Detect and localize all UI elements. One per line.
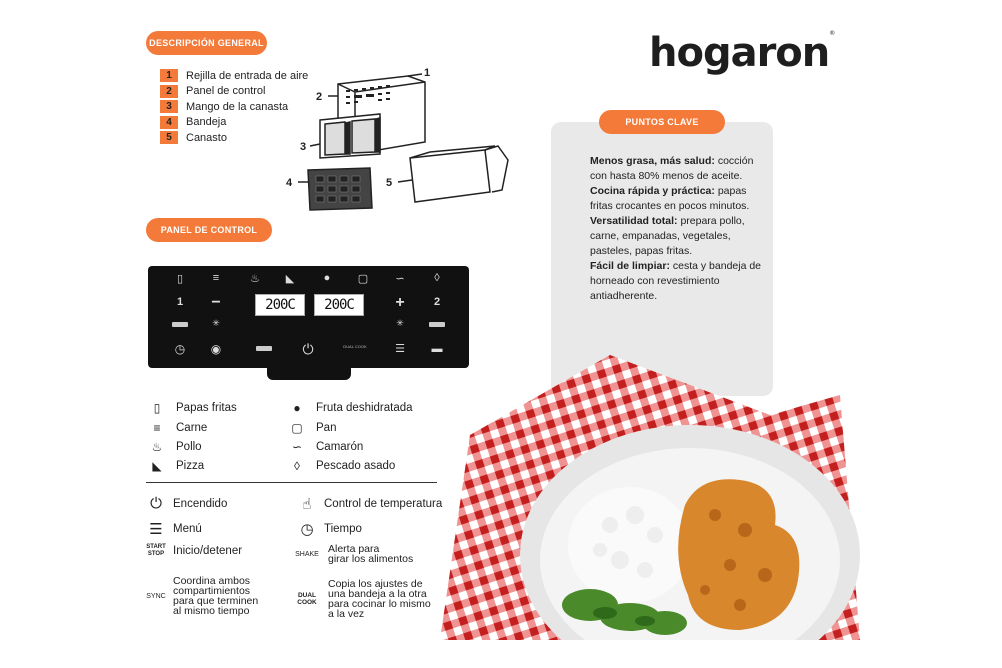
chicken-icon: ♨ (151, 440, 163, 454)
meat-icon[interactable]: ≡ (212, 272, 220, 284)
timer-icon[interactable]: ◷ (174, 342, 186, 356)
shake-left-icon[interactable] (168, 322, 192, 327)
preset-bread: ▢ Pan (288, 421, 336, 435)
minus-button[interactable]: − (211, 294, 221, 311)
bread-icon: ▢ (291, 421, 303, 435)
part-item: 1 Rejilla de entrada de aire (160, 68, 308, 84)
func-time: ◷ Tiempo (296, 520, 362, 538)
sync-icon: SYNC (146, 592, 166, 600)
func-shake: SHAKE Alerta para girar los alimentos (292, 544, 413, 564)
control-panel-section-title: PANEL DE CONTROL (146, 218, 272, 242)
key-points-text (590, 154, 765, 304)
preset-shrimp: ∽ Camarón (288, 440, 363, 454)
fish-icon: ◊ (294, 459, 300, 473)
left-temp-display: 200C (255, 294, 305, 316)
svg-text:2: 2 (316, 91, 323, 103)
func-temp: ☝ Control de temperatura (296, 495, 442, 513)
shake-icon: SHAKE (295, 550, 319, 558)
temp-dial-icon: ☝ (302, 496, 312, 513)
meat-icon: ≡ (153, 421, 161, 435)
preset-fish: ◊ Pescado asado (288, 459, 395, 473)
svg-text:1: 1 (424, 67, 431, 79)
part-item: 4 Bandeja (160, 115, 308, 131)
air-fryer-diagram (280, 62, 525, 222)
menu-icon[interactable]: ☰ (395, 343, 405, 355)
svg-text:4: 4 (286, 177, 293, 189)
light-left-icon[interactable]: ✳ (212, 318, 220, 328)
fish-icon[interactable]: ◊ (434, 272, 440, 284)
food-photo (440, 355, 860, 640)
func-power: ⏻ Encendido (145, 495, 227, 512)
basket-1-button[interactable]: 1 (176, 296, 184, 308)
timer-icon: ◷ (300, 521, 314, 538)
right-temp-display: 200C (314, 294, 364, 316)
basket-2-button[interactable]: 2 (433, 296, 441, 308)
preset-dried-fruit: ● Fruta deshidratada (288, 401, 413, 415)
start-stop-button[interactable] (252, 346, 276, 351)
control-panel-tab (267, 362, 351, 380)
shrimp-icon[interactable]: ∽ (395, 273, 405, 285)
key-points-title: PUNTOS CLAVE (599, 110, 725, 134)
preset-pizza: ◣ Pizza (148, 459, 204, 473)
preset-fries: ▯ Papas fritas (148, 401, 237, 415)
preset-chicken: ♨ Pollo (148, 440, 202, 454)
fries-icon[interactable]: ▯ (176, 273, 184, 285)
func-dual-cook: DUAL COOK Copia los ajustes de una bandeja a la otra para cocinar lo mismo a la vez (292, 579, 431, 619)
temp-dial-icon[interactable]: ◉ (210, 342, 222, 356)
chicken-icon[interactable]: ♨ (250, 273, 260, 285)
preset-meat: ≡ Carne (148, 421, 207, 435)
part-item: 5 Canasto (160, 130, 308, 146)
part-item: 3 Mango de la canasta (160, 99, 308, 115)
light-right-icon[interactable]: ✳ (396, 318, 404, 328)
legend-divider (146, 482, 437, 483)
svg-text:5: 5 (386, 177, 393, 189)
power-icon: ⏻ (150, 495, 162, 512)
key-point: Menos grasa, más salud: cocción con hasta 80% menos de aceite. (590, 155, 754, 182)
dual-cook-icon: DUAL COOK (297, 592, 317, 606)
key-point: Versatilidad total: prepara pollo, carne, empanadas, vegetales, pasteles, papas fritas. (590, 215, 745, 257)
bread-icon[interactable]: ▢ (357, 273, 369, 285)
svg-text:3: 3 (300, 141, 307, 153)
pizza-icon: ◣ (152, 459, 162, 473)
shrimp-icon: ∽ (291, 440, 303, 454)
menu-icon: ☰ (149, 521, 163, 538)
start-stop-icon: START STOP (146, 544, 166, 557)
dried-fruit-icon: ● (293, 401, 301, 415)
plus-button[interactable]: + (395, 294, 405, 311)
pizza-icon[interactable]: ◣ (285, 273, 295, 285)
dual-cook-button[interactable]: DUAL COOK (343, 344, 367, 349)
brand-logo: hogaron® (649, 30, 835, 76)
shake-right-icon[interactable] (425, 322, 449, 327)
func-start-stop: START STOP Inicio/detener (146, 544, 243, 557)
func-sync: SYNC Coordina ambos compartimientos para que terminen al mismo tiempo (146, 575, 259, 617)
power-button[interactable]: ⏻ (302, 341, 314, 357)
fries-icon: ▯ (153, 401, 161, 415)
overview-section-title: DESCRIPCIÓN GENERAL (146, 31, 267, 55)
key-point: Cocina rápida y práctica: papas fritas crocantes en pocos minutos. (590, 185, 750, 212)
part-item: 2 Panel de control (160, 84, 308, 100)
dried-fruit-icon[interactable]: ● (323, 272, 331, 284)
key-point: Fácil de limpiar: cesta y bandeja de horneado con revestimiento antiadherente. (590, 260, 762, 302)
func-menu: ☰ Menú (145, 520, 202, 538)
sync-icon[interactable]: ▬ (431, 343, 443, 355)
